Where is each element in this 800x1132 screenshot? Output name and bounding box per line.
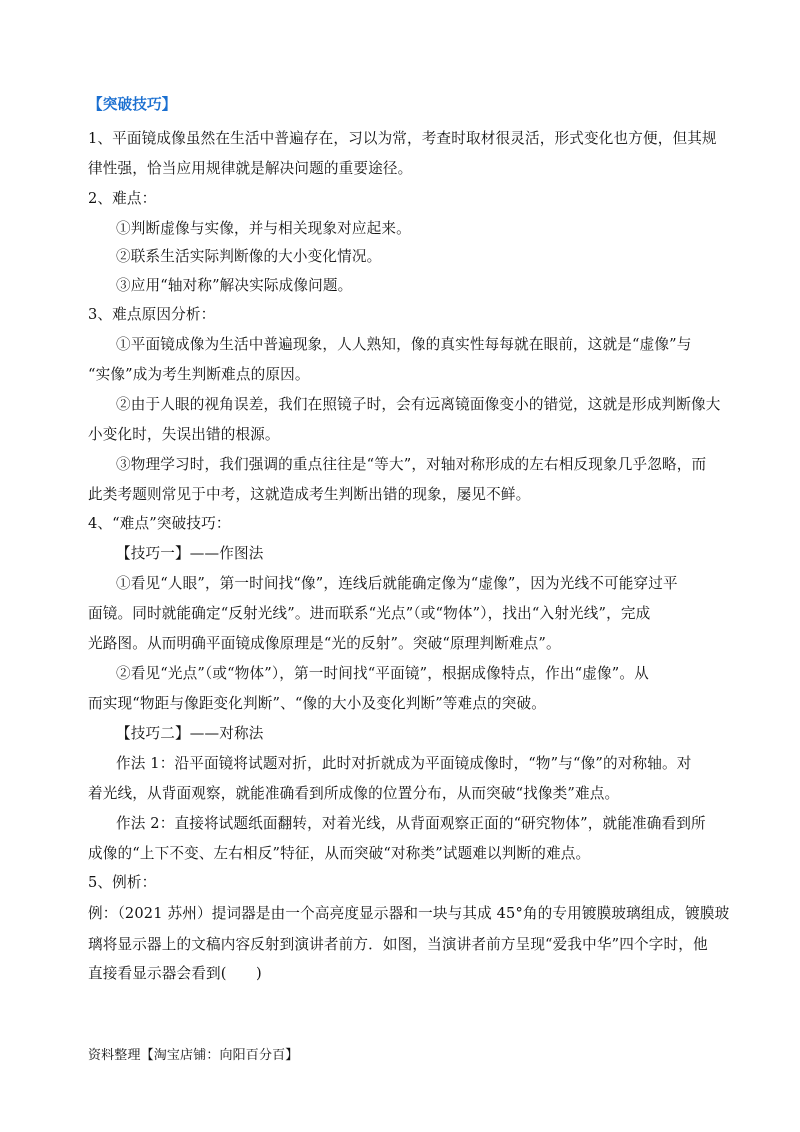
- cause-3-line-1: ③物理学习时，我们强调的重点往往是“等大”，对轴对称形成的左右相反现象几乎忽略，而: [116, 456, 707, 473]
- technique-1-a-line-1: ①看见“人眼”，第一时间找“像”，连线后就能确定像为“虚像”，因为光线不可能穿过平: [116, 575, 678, 592]
- cause-analysis-heading: 3、难点原因分析：: [88, 306, 216, 323]
- cause-1-line-1: ①平面镜成像为生活中普遍现象，人人熟知，像的真实性每每就在眼前，这就是“虚像”与: [116, 336, 692, 353]
- technique-2-a-line-2: 着光线，从背面观察，就能准确看到所成像的位置分布，从而突破“找像类”难点。: [88, 785, 620, 802]
- page-footer: 资料整理【淘宝店铺：向阳百分百】: [88, 1048, 299, 1063]
- difficulty-item-1: ①判断虚像与实像，并与相关现象对应起来。: [116, 220, 411, 237]
- technique-1-a-line-2: 面镜。同时就能确定“反射光线”。进而联系“光点”（或“物体”），找出“入射光线”，完成: [88, 605, 651, 622]
- techniques-heading: 4、“难点”突破技巧：: [88, 515, 231, 532]
- cause-2-line-2: 小变化时，失误出错的根源。: [88, 426, 280, 443]
- example-heading: 5、例析：: [88, 874, 157, 891]
- technique-2-b-line-2: 成像的“上下不变、左右相反”特征，从而突破“对称类”试题难以判断的难点。: [88, 845, 591, 862]
- difficulty-item-3: ③应用“轴对称”解决实际成像问题。: [116, 277, 353, 294]
- paragraph-1-line-2: 律性强，恰当应用规律就是解决问题的重要途径。: [88, 160, 413, 177]
- technique-2-b-line-1: 作法 2：直接将试题纸面翻转，对着光线，从背面观察正面的“研究物体”，就能准确看到所: [116, 815, 706, 832]
- technique-1-b-line-2: 而实现“物距与像距变化判断”、“像的大小及变化判断”等难点的突破。: [88, 695, 547, 712]
- cause-2-line-1: ②由于人眼的视角误差，我们在照镜子时，会有远离镜面像变小的错觉，这就是形成判断像大: [116, 396, 721, 413]
- section-title: 【突破技巧】: [88, 96, 177, 113]
- technique-1-title: 【技巧一】——作图法: [116, 545, 264, 562]
- technique-1-b-line-1: ②看见“光点”（或“物体”），第一时间找“平面镜”，根据成像特点，作出“虚像”。从: [116, 665, 649, 682]
- technique-2-a-line-1: 作法 1：沿平面镜将试题对折，此时对折就成为平面镜成像时，“物”与“像”的对称轴。对: [116, 755, 692, 772]
- cause-3-line-2: 此类考题则常见于中考，这就造成考生判断出错的现象，屡见不鲜。: [88, 486, 531, 503]
- example-line-2: 璃将显示器上的文稿内容反射到演讲者前方．如图，当演讲者前方呈现“爱我中华”四个字时，他: [88, 936, 708, 953]
- paragraph-1-line-1: 1、平面镜成像虽然在生活中普遍存在，习以为常，考查时取材很灵活，形式变化也方便，但其规: [88, 130, 717, 147]
- cause-1-line-2: “实像”成为考生判断难点的原因。: [88, 366, 310, 383]
- example-line-1: 例：（2021 苏州）提词器是由一个高亮度显示器和一块与其成 45°角的专用镀膜玻璃组成，镀膜玻: [88, 905, 730, 922]
- difficulty-item-2: ②联系生活实际判断像的大小变化情况。: [116, 248, 382, 265]
- difficulty-heading: 2、难点：: [88, 190, 157, 207]
- example-line-3: 直接看显示器会看到( ): [88, 965, 262, 982]
- technique-2-title: 【技巧二】——对称法: [116, 725, 264, 742]
- technique-1-a-line-3: 光路图。从而明确平面镜成像原理是“光的反射”。突破“原理判断难点”。: [88, 635, 561, 652]
